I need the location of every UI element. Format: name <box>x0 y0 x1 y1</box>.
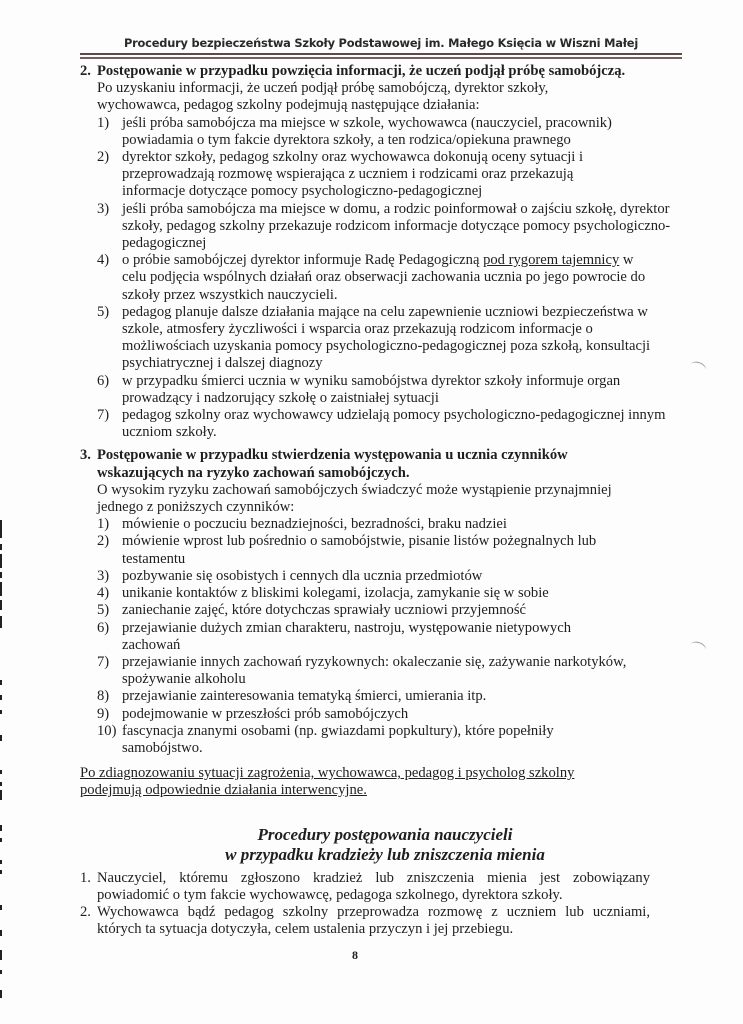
item-text-part: o próbie samobójczej dyrektor informuje Radę Pedagogiczną <box>122 252 484 269</box>
section-3-list <box>80 516 690 757</box>
item-number: 8) <box>97 688 110 705</box>
list-item <box>80 706 690 723</box>
list-item <box>80 201 690 253</box>
item-text: przejawianie dużych zmian charakteru, nastroju, występowanie nietypowych zachowań <box>122 619 571 653</box>
list-item <box>80 654 690 688</box>
item-number: 2) <box>97 533 110 550</box>
item-text: jeśli próba samobójcza ma miejsce w domu, a rodzic poinformował o zajściu szkołę, dyrektor szkoły, pedagog szkolny przekazuje rodzicom informacje dotyczące pomocy psychologiczno-pedagogicznej <box>122 200 671 252</box>
item-number: 2) <box>97 149 110 166</box>
list-item <box>80 115 690 149</box>
section-3-heading <box>80 447 690 481</box>
item-text: mówienie o poczuciu beznadziejności, bezradności, braku nadziei <box>122 516 507 533</box>
item-number: 1) <box>97 114 110 131</box>
procedure-title-line: Procedury postępowania nauczycieli <box>257 824 513 844</box>
list-item <box>80 870 650 904</box>
procedure-list <box>80 870 690 939</box>
item-text: zaniechanie zajęć, które dotychczas sprawiały uczniowi przyjemność <box>122 602 526 619</box>
item-text: unikanie kontaktów z bliskimi kolegami, izolacja, zamykanie się w sobie <box>122 585 549 602</box>
page-number: 8 <box>352 948 358 962</box>
list-item <box>80 585 690 602</box>
list-item <box>80 516 690 533</box>
item-number: 10) <box>97 722 117 739</box>
scan-mark <box>689 360 708 376</box>
page-header: Procedury bezpieczeństwa Szkoły Podstawowej im. Małego Księcia w Wiszni Małej <box>123 36 639 50</box>
procedure-title-line: w przypadku kradzieży lub zniszczenia mienia <box>225 844 545 864</box>
item-number: 1. <box>80 869 91 886</box>
section-2-heading <box>80 63 690 80</box>
item-number: 5) <box>97 602 110 619</box>
item-number: 3) <box>97 200 110 217</box>
list-item <box>80 620 690 654</box>
item-number: 4) <box>97 252 110 269</box>
list-item <box>80 149 690 201</box>
item-number: 7) <box>97 653 110 670</box>
list-item <box>80 304 690 373</box>
section-title: Postępowanie w przypadku powzięcia informacji, że uczeń podjął próbę samobójczą. <box>97 63 626 79</box>
item-text-part: w celu podjęcia wspólnych działań oraz obserwacji zachowania ucznia po jego powrocie do szkoły przez wszystkich nauczycieli. <box>122 252 646 303</box>
item-number: 6) <box>97 619 110 636</box>
item-number: 1) <box>97 516 110 533</box>
item-text: fascynacja znanymi osobami (np. gwiazdami popkultury), które popełniły samobójstwo. <box>122 722 554 756</box>
underlined-phrase: pod rygorem tajemnicy <box>483 252 620 269</box>
list-item <box>80 688 690 705</box>
list-item <box>80 252 690 304</box>
item-text: pedagog szkolny oraz wychowawcy udzielają pomocy psychologiczno-pedagogicznej innym uczniom szkoły. <box>122 407 666 441</box>
scan-mark <box>689 640 708 656</box>
item-text: dyrektor szkoły, pedagog szkolny oraz wychowawca dokonują oceny sytuacji i przeprowadzają rozmowę wspierająca z uczniem i rodzicami oraz przekazują informacje dotyczące pomocy psychologiczno-pedagogicznej <box>122 149 584 200</box>
list-item <box>80 723 690 757</box>
scan-edge-marks <box>0 520 3 1020</box>
item-number: 6) <box>97 372 110 389</box>
list-item <box>80 407 690 441</box>
section-2-list <box>80 115 690 442</box>
item-text: przejawianie innych zachowań ryzykownych: okaleczanie się, zażywanie narkotyków, spożywanie alkoholu <box>122 653 627 688</box>
item-text: Nauczyciel, któremu zgłoszono kradzież lub zniszczenia mienia jest zobowiązany powiadomić o tym fakcie wychowawcę, pedagoga szkolnego, dyrektora szkoły. <box>97 869 650 903</box>
item-text: w przypadku śmierci ucznia w wyniku samobójstwa dyrektor szkoły informuje organ prowadzący i nadzorujący szkołę o zaistniałej sytuacji <box>122 372 621 406</box>
item-text <box>122 252 650 304</box>
item-number: 9) <box>97 705 110 722</box>
item-number: 5) <box>97 303 110 320</box>
list-item <box>80 373 690 407</box>
list-item <box>80 568 690 585</box>
item-text: podejmowanie w przeszłości prób samobójczych <box>122 705 409 722</box>
item-number: 3) <box>97 567 110 584</box>
section-number: 3. <box>80 447 91 464</box>
header-rule-top <box>80 53 682 55</box>
item-number: 4) <box>97 585 110 602</box>
section-2-intro: Po uzyskaniu informacji, że uczeń podjął próbę samobójczą, dyrektor szkoły, wychowawca, pedagog szkolny podejmują następujące działania: <box>97 80 549 114</box>
item-text: mówienie wprost lub pośrednio o samobójstwie, pisanie listów pożegnalnych lub testamentu <box>122 533 597 567</box>
item-number: 2. <box>80 903 91 920</box>
section-3-intro: O wysokim ryzyku zachowań samobójczych świadczyć może wystąpienie przynajmniej jednego z poniższych czynników: <box>97 481 612 516</box>
item-text: jeśli próba samobójcza ma miejsce w szkole, wychowawca (nauczyciel, pracownik) powiadamia o tym fakcie dyrektora szkoły, a ten rodzica/opiekuna prawnego <box>122 114 612 148</box>
item-text: przejawianie zainteresowania tematyką śmierci, umierania itp. <box>122 688 487 705</box>
list-item <box>80 904 650 938</box>
document-body <box>80 63 690 938</box>
procedure-title <box>80 825 690 865</box>
item-text: pozbywanie się osobistych i cennych dla ucznia przedmiotów <box>122 567 483 584</box>
section-title: Postępowanie w przypadku stwierdzenia występowania u ucznia czynników wskazujących na ryzyko zachowań samobójczych. <box>97 447 568 481</box>
item-text: Wychowawca bądź pedagog szkolny przeprowadza rozmowę z uczniem lub uczniami, których ta sytuacja dotyczyła, celem ustalenia przyczyn i jej przebiegu. <box>97 903 650 938</box>
section-3-closing: Po zdiagnozowaniu sytuacji zagrożenia, wychowawca, pedagog i psycholog szkolny podejmują odpowiednie działania interwencyjne. <box>80 765 575 799</box>
list-item <box>80 602 690 619</box>
item-number: 7) <box>97 407 110 424</box>
list-item <box>80 533 690 567</box>
section-number: 2. <box>80 63 91 79</box>
item-text: pedagog planuje dalsze działania mające na celu zapewnienie uczniowi bezpieczeństwa w szkole, atmosfery życzliwości i wsparcia oraz przekazują rodzicom informacje o możliwościach uzyskania pomocy psychologiczno-pedagogicznej poza szkołą, konsultacji psychiatrycznej i dalszej diagnozy <box>122 303 651 372</box>
header-rule-bottom <box>80 57 682 59</box>
